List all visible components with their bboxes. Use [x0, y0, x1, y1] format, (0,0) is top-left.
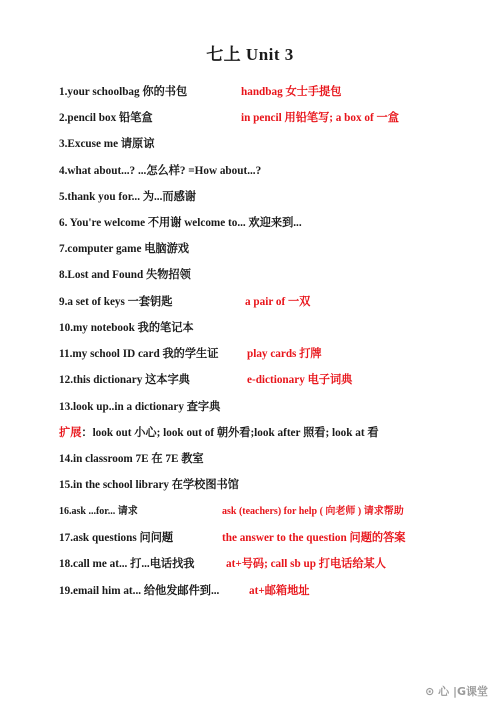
vocab-row-5: [59, 187, 489, 207]
phrase: 10.my notebook 我的笔记本: [59, 322, 194, 334]
phrase: 4.what about...? ...怎么样? =How about...?: [59, 165, 262, 177]
watermark: ⊙ 心 |G课堂: [425, 685, 488, 698]
extension-note: a pair of 一双: [245, 296, 311, 308]
phrase: 17.ask questions 问问题: [59, 532, 174, 544]
vocab-row-extension: [59, 423, 489, 443]
phrase: 13.look up..in a dictionary 查字典: [59, 401, 221, 413]
vocab-row-19: [59, 581, 489, 601]
vocab-row-14: [59, 449, 489, 469]
vocab-row-17: [59, 528, 489, 548]
vocab-row-4: [59, 161, 489, 181]
vocab-row-6: [59, 213, 489, 233]
vocab-row-15: [59, 475, 489, 495]
vocab-row-10: [59, 318, 489, 338]
vocab-row-2: [59, 108, 489, 128]
extension-note: e-dictionary 电子词典: [247, 374, 353, 386]
phrase: 7.computer game 电脑游戏: [59, 243, 189, 255]
phrase: 12.this dictionary 这本字典: [59, 374, 190, 386]
vocab-row-13: [59, 397, 489, 417]
extension-note: at+邮箱地址: [249, 585, 310, 597]
extension-note: handbag 女士手提包: [241, 86, 342, 98]
extension-note: in pencil 用铅笔写; a box of 一盒: [241, 112, 399, 124]
phrase: 5.thank you for... 为...而感谢: [59, 191, 196, 203]
phrase: [59, 423, 379, 443]
vocab-row-9: [59, 292, 489, 312]
phrase: 11.my school ID card 我的学生证: [59, 348, 219, 360]
page-title: 七上 Unit 3: [206, 45, 294, 64]
phrase: 16.ask ...for... 请求: [59, 506, 138, 517]
phrase: 8.Lost and Found 失物招领: [59, 269, 191, 281]
phrase: 14.in classroom 7E 在 7E 教室: [59, 453, 204, 465]
phrase: 6. You're welcome 不用谢 welcome to... 欢迎来到...: [59, 217, 302, 229]
vocab-row-8: [59, 265, 489, 285]
vocab-row-7: [59, 239, 489, 259]
phrase: 19.email him at... 给他发邮件到...: [59, 585, 220, 597]
phrase: 18.call me at... 打...电话找我: [59, 558, 195, 570]
phrase: 1.your schoolbag 你的书包: [59, 86, 188, 98]
vocab-row-1: [59, 82, 489, 102]
extension-note: play cards 打牌: [247, 348, 322, 360]
vocab-row-3: [59, 134, 489, 154]
extension-label: 扩展: [59, 427, 82, 439]
extension-note: the answer to the question 问题的答案: [222, 532, 406, 544]
phrase: 3.Excuse me 请原谅: [59, 138, 155, 150]
phrase: 15.in the school library 在学校图书馆: [59, 479, 239, 491]
extension-note: at+号码; call sb up 打电话给某人: [226, 558, 386, 570]
extension-text: ：look out 小心; look out of 朝外看;look after 照看; look at 看: [81, 427, 379, 439]
extension-note: ask (teachers) for help ( 向老师 ) 请求帮助: [222, 506, 404, 517]
phrase: 2.pencil box 铅笔盒: [59, 112, 153, 124]
vocab-row-16: [59, 502, 489, 522]
vocab-row-11: [59, 344, 489, 364]
vocab-row-18: [59, 554, 489, 574]
vocab-row-12: [59, 370, 489, 390]
phrase: 9.a set of keys 一套钥匙: [59, 296, 173, 308]
